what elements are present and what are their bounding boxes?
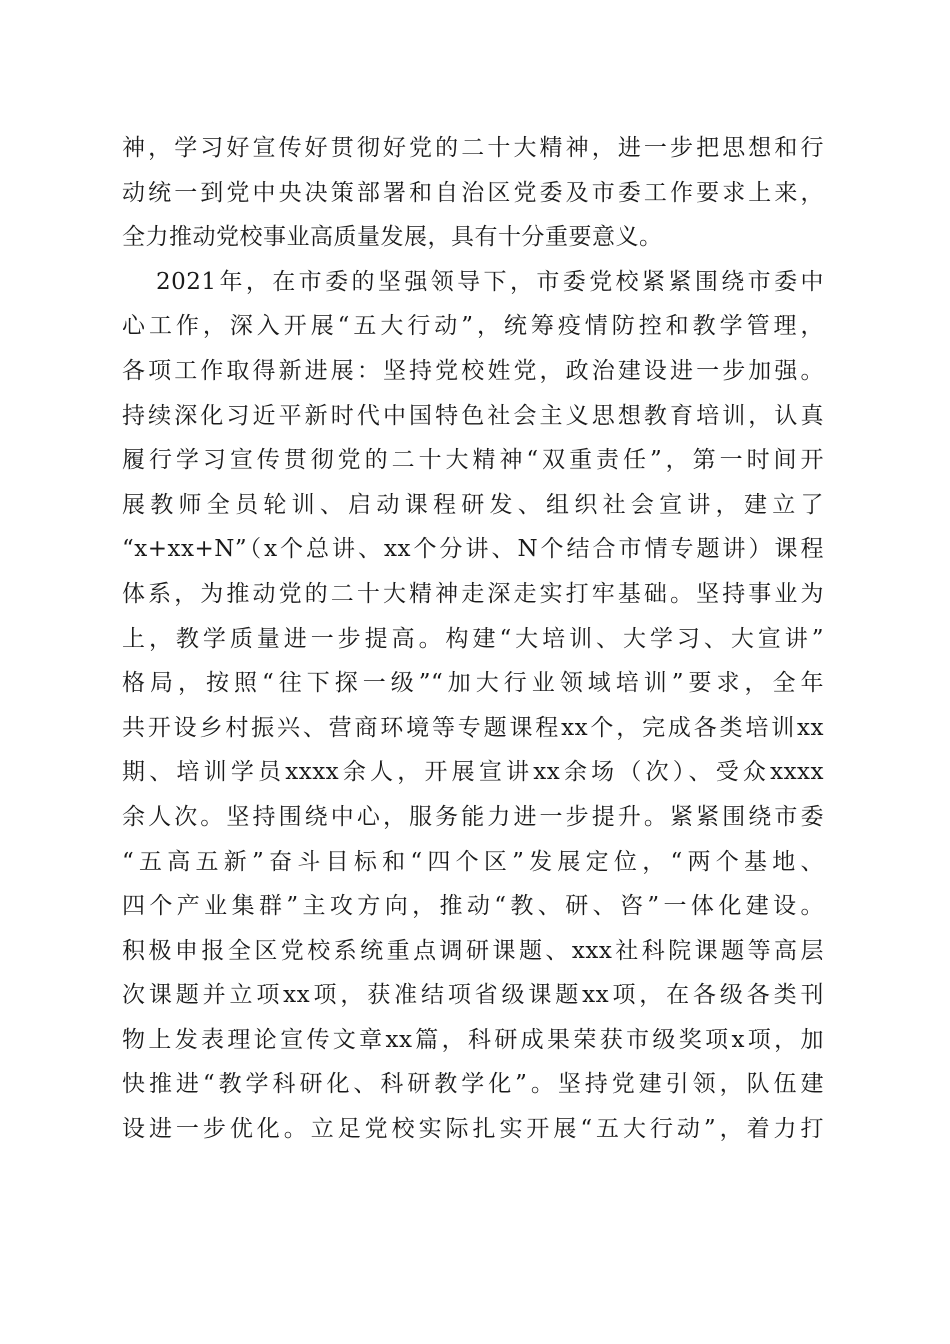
text-line: 上，教学质量进一步提高。构建“大培训、大学习、大宣讲” — [122, 625, 824, 652]
text-line: 展教师全员轮训、启动课程研发、组织社会宣讲，建立了 — [122, 491, 824, 518]
text-line: 积极申报全区党校系统重点调研课题、xxx社科院课题等高层 — [122, 937, 824, 964]
text-line: 履行学习宣传贯彻党的二十大精神“双重责任”，第一时间开 — [122, 447, 824, 474]
text-line: 格局，按照“往下探一级”“加大行业领域培训”要求，全年 — [122, 670, 824, 697]
document-body — [122, 126, 824, 1152]
text-line: 共开设乡村振兴、营商环境等专题课程xx个，完成各类培训xx — [122, 714, 824, 741]
text-line: 动统一到党中央决策部署和自治区党委及市委工作要求上来， — [122, 179, 824, 206]
text-line: 神，学习好宣传好贯彻好党的二十大精神，进一步把思想和行 — [122, 135, 824, 161]
text-line: 余人次。坚持围绕中心，服务能力进一步提升。紧紧围绕市委 — [122, 803, 824, 830]
text-line: 四个产业集群”主攻方向，推动“教、研、咨”一体化建设。 — [122, 893, 824, 920]
text-line: 快推进“教学科研化、科研教学化”。坚持党建引领，队伍建 — [122, 1071, 824, 1098]
text-line: 各项工作取得新进展：坚持党校姓党，政治建设进一步加强。 — [122, 357, 824, 384]
text-line: 期、培训学员xxxx余人，开展宣讲xx余场（次）、受众xxxx — [122, 759, 824, 786]
text-line: 全力推动党校事业高质量发展，具有十分重要意义。 — [122, 224, 663, 251]
text-line: “x+xx+N”（x个总讲、xx个分讲、N个结合市情专题讲）课程 — [122, 536, 824, 563]
text-line: 2021年，在市委的坚强领导下，市委党校紧紧围绕市委中 — [156, 268, 824, 295]
text-line: 心工作，深入开展“五大行动”，统筹疫情防控和教学管理， — [122, 313, 824, 340]
text-line: 体系，为推动党的二十大精神走深走实打牢基础。坚持事业为 — [122, 580, 824, 607]
text-line: 持续深化习近平新时代中国特色社会主义思想教育培训，认真 — [122, 402, 824, 429]
text-line: “五高五新”奋斗目标和“四个区”发展定位，“两个基地、 — [122, 848, 824, 875]
text-line: 设进一步优化。立足党校实际扎实开展“五大行动”，着力打 — [122, 1116, 824, 1143]
text-line: 物上发表理论宣传文章xx篇，科研成果荣获市级奖项x项，加 — [122, 1026, 824, 1053]
text-line: 次课题并立项xx项，获准结项省级课题xx项，在各级各类刊 — [122, 982, 824, 1009]
